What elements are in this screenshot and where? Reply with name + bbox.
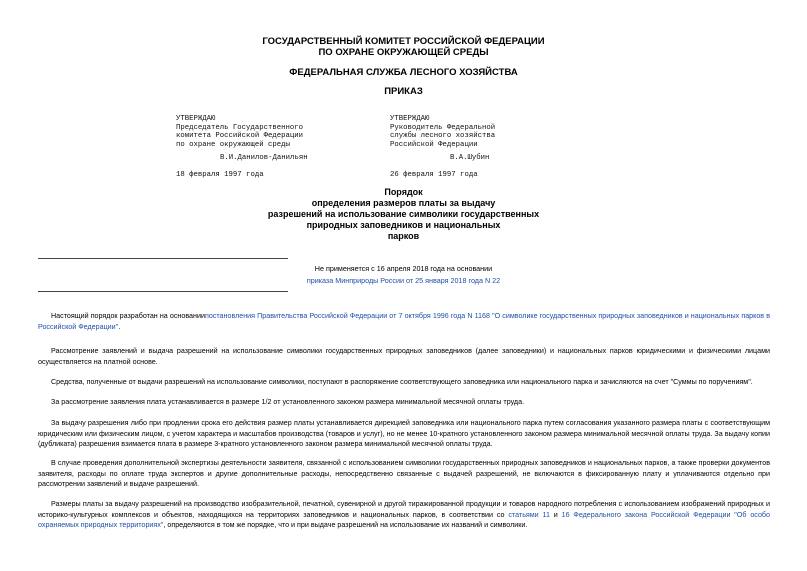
- approval-right-position-2: службы лесного хозяйства: [390, 132, 496, 140]
- federal-law-link[interactable]: 16 Федерального закона Российской Федерации "Об особо охраняемых природных территориях": [38, 510, 770, 530]
- paragraph-6: В случае проведения дополнительной экспертизы деятельности заявителя, связанной с использованием символики государственных природных заповедников и национальных парков, а также проверки документов заявителя, расходы по оплате труда экспертов и другие дополнительные расходы, непосредственно связанные с выдачей разрешений, не включаются в фиксированную плату и уплачиваются отдельно при рассмотрении заявлений и выдаче разрешений.: [38, 459, 770, 489]
- divider-top: [38, 258, 288, 259]
- status-note-link[interactable]: приказа Минприроды России от 25 января 2018 года N 22: [306, 276, 501, 285]
- paragraph-1-end: .: [118, 322, 121, 331]
- doc-title-line3: разрешений на использование символики государственных: [267, 209, 540, 219]
- paragraph-3: Средства, полученные от выдачи разрешений на использование символики, поступают в распоряжение соответствующего заповедника или национального парка и зачисляются на счет "Суммы по поручениям".: [51, 378, 753, 386]
- paragraph-5: За выдачу разрешения либо при продлении срока его действия размер платы устанавливается дирекцией заповедника или национального парка путем согласования указанного размера платы с соответствующим юридическим или физическим лицом, с учетом характера и масштабов производства (товаров и услуг), но не менее 10-кратного установленного законом размера минимальной месячной оплаты труда. За выдачу копии (дубликата) разрешения взимается плата в размере 3-кратного установленного законом размера минимальной месячной оплаты труда.: [38, 419, 770, 449]
- approval-right-position-1: Руководитель Федеральной: [390, 124, 496, 132]
- approval-left-position-2: комитета Российской Федерации: [176, 132, 303, 140]
- agency-name-line1: ГОСУДАРСТВЕННЫЙ КОМИТЕТ РОССИЙСКОЙ ФЕДЕРАЦИИ: [262, 36, 545, 47]
- status-note-link-line: [0, 276, 807, 286]
- paragraph-4: За рассмотрение заявления плата устанавливается в размере 1/2 от установленного законом размера минимальной месячной оплаты труда.: [51, 398, 525, 406]
- doc-title-line5: парков: [387, 231, 420, 241]
- doc-title-line4: природных заповедников и национальных: [306, 220, 501, 230]
- approval-left-position-3: по охране окружающей среды: [176, 141, 290, 149]
- service-name: ФЕДЕРАЛЬНАЯ СЛУЖБА ЛЕСНОГО ХОЗЯЙСТВА: [289, 67, 518, 78]
- order-heading: ПРИКАЗ: [384, 86, 423, 97]
- approval-left-date: 18 февраля 1997 года: [176, 171, 264, 179]
- paragraph-7-text-c: , определяются в том же порядке, что и при выдаче разрешений на использование их названий и символики.: [163, 521, 528, 530]
- agency-name-line2: ПО ОХРАНЕ ОКРУЖАЮЩЕЙ СРЕДЫ: [318, 47, 489, 58]
- approval-right-label: УТВЕРЖДАЮ: [390, 115, 430, 123]
- paragraph-7-text-b: и: [549, 510, 562, 519]
- approval-left-label: УТВЕРЖДАЮ: [176, 115, 216, 123]
- approval-right-date: 26 февраля 1997 года: [390, 171, 478, 179]
- approval-left-signer: В.И.Данилов-Данильян: [220, 154, 308, 162]
- paragraph-1: [38, 311, 770, 332]
- paragraph-7-text-a: Размеры платы за выдачу разрешений на производство изобразительной, печатной, сувенирной и другой тиражированной продукции и товаров народного потребления с использованием изображений природных и историко-культурных комплексов и объектов, находящихся на территориях заповедников и национальных парков, в соответствии со: [38, 500, 770, 519]
- approval-right-position-3: Российской Федерации: [390, 141, 478, 149]
- doc-title-line1: Порядок: [384, 187, 423, 197]
- divider-bottom: [38, 291, 288, 292]
- paragraph-2: Рассмотрение заявлений и выдача разрешений на использование символики государственных природных заповедников (далее заповедники) и национальных парков юридическими и физическими лицами осуществляется на платной основе.: [38, 347, 770, 366]
- paragraph-7: [38, 499, 770, 531]
- approval-right-signer: В.А.Шубин: [450, 154, 490, 162]
- paragraph-1-text: Настоящий порядок разработан на основании: [51, 312, 205, 320]
- doc-title-line2: определения размеров платы за выдачу: [311, 198, 496, 208]
- government-decree-link[interactable]: постановления Правительства Российской Федерации от 7 октября 1996 года N 1168 "О символике государственных природных заповедников и национальных парков в Российской Федерации": [38, 312, 771, 331]
- status-note: Не применяется с 16 апреля 2018 года на основании: [314, 264, 493, 273]
- law-article-11-link[interactable]: статьями 11: [508, 510, 550, 519]
- approval-left-position-1: Председатель Государственного: [176, 124, 303, 132]
